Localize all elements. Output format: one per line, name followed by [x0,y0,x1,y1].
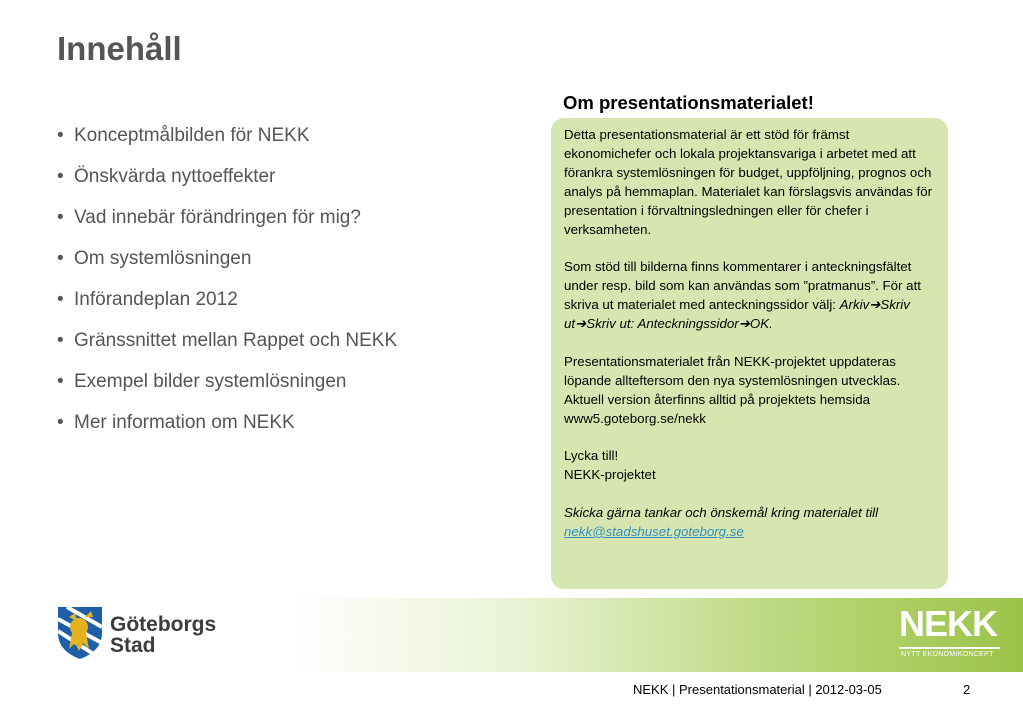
toc-item[interactable] [57,245,517,286]
gbg-line1: Göteborgs [110,613,217,636]
footer-meta: NEKK | Presentationsmaterial | 2012-03-05 [633,682,882,697]
nekk-logo [896,603,1004,664]
info-heading: Om presentationsmaterialet! [563,92,814,113]
bullet-icon: • [57,330,64,351]
info-paragraph-contact [564,504,938,542]
gbg-wordmark [110,614,216,656]
toc-item-label: Gränssnittet mellan Rappet och NEKK [74,330,398,351]
toc-item-label: Om systemlösningen [74,248,252,269]
toc-item[interactable] [57,163,517,204]
bullet-icon: • [57,412,64,433]
toc-item[interactable] [57,368,517,409]
slide-title: Innehåll [57,30,182,67]
toc-item-label: Mer information om NEKK [74,412,295,433]
toc-item-label: Införandeplan 2012 [74,289,238,310]
signature: NEKK-projektet [564,467,656,483]
nekk-tagline: NYTT EKONOMIKONCEPT [901,651,994,658]
bullet-icon: • [57,289,64,310]
toc-item-label: Önskvärda nyttoeffekter [74,166,276,187]
toc-item[interactable] [57,327,517,368]
toc-item-label: Vad innebär förändringen för mig? [74,207,361,228]
info-paragraph-notes [564,258,938,334]
gbg-line2: Stad [110,634,156,657]
nekk-divider [899,647,1000,649]
notes-text: Som stöd till bilderna finns kommentarer i anteckningsfältet under resp. bild som kan användas som ”pratmanus”. För att skriva ut materialet med anteckningssidor välj: [564,259,921,313]
info-paragraph-updates: Presentationsmaterialet från NEKK-projektet uppdateras löpande allteftersom den nya systemlösningen utvecklas. Aktuell version återfinns alltid på projektets hemsida www5.goteborg.se/nekk [564,353,901,426]
info-box [551,118,948,589]
info-paragraph-closing [564,447,938,485]
toc-item[interactable] [57,286,517,327]
nekk-wordmark: NEKK [899,603,998,644]
bullet-icon: • [57,166,64,187]
contact-text: Skicka gärna tankar och önskemål kring materialet till [564,505,879,521]
goteborgs-stad-logo [55,603,225,663]
toc-item[interactable] [57,122,517,163]
toc-item-label: Konceptmålbilden för NEKK [74,125,310,146]
page-number: 2 [963,682,971,697]
bullet-icon: • [57,371,64,392]
email-link[interactable]: nekk@stadshuset.goteborg.se [564,523,744,539]
bullet-icon: • [57,125,64,146]
bullet-icon: • [57,248,64,269]
toc-item[interactable] [57,409,517,450]
greeting: Lycka till! [564,448,619,464]
toc-item[interactable] [57,204,517,245]
print-instructions: Arkiv➔Skriv ut➔Skriv ut: Anteckningssidor➔OK. [564,297,910,332]
toc-item-label: Exempel bilder systemlösningen [74,371,347,392]
bullet-icon: • [57,207,64,228]
info-paragraph-purpose: Detta presentationsmaterial är ett stöd för främst ekonomichefer och lokala projektansvariga i arbetet med att förankra systemlösningen för budget, uppföljning, prognos och analys på hemmaplan. Materialet kan förslagsvis användas för presentation i förvaltningsledningen eller för chefer i verksamheten. [564,127,933,237]
table-of-contents [57,122,517,450]
crest-icon [55,603,105,661]
